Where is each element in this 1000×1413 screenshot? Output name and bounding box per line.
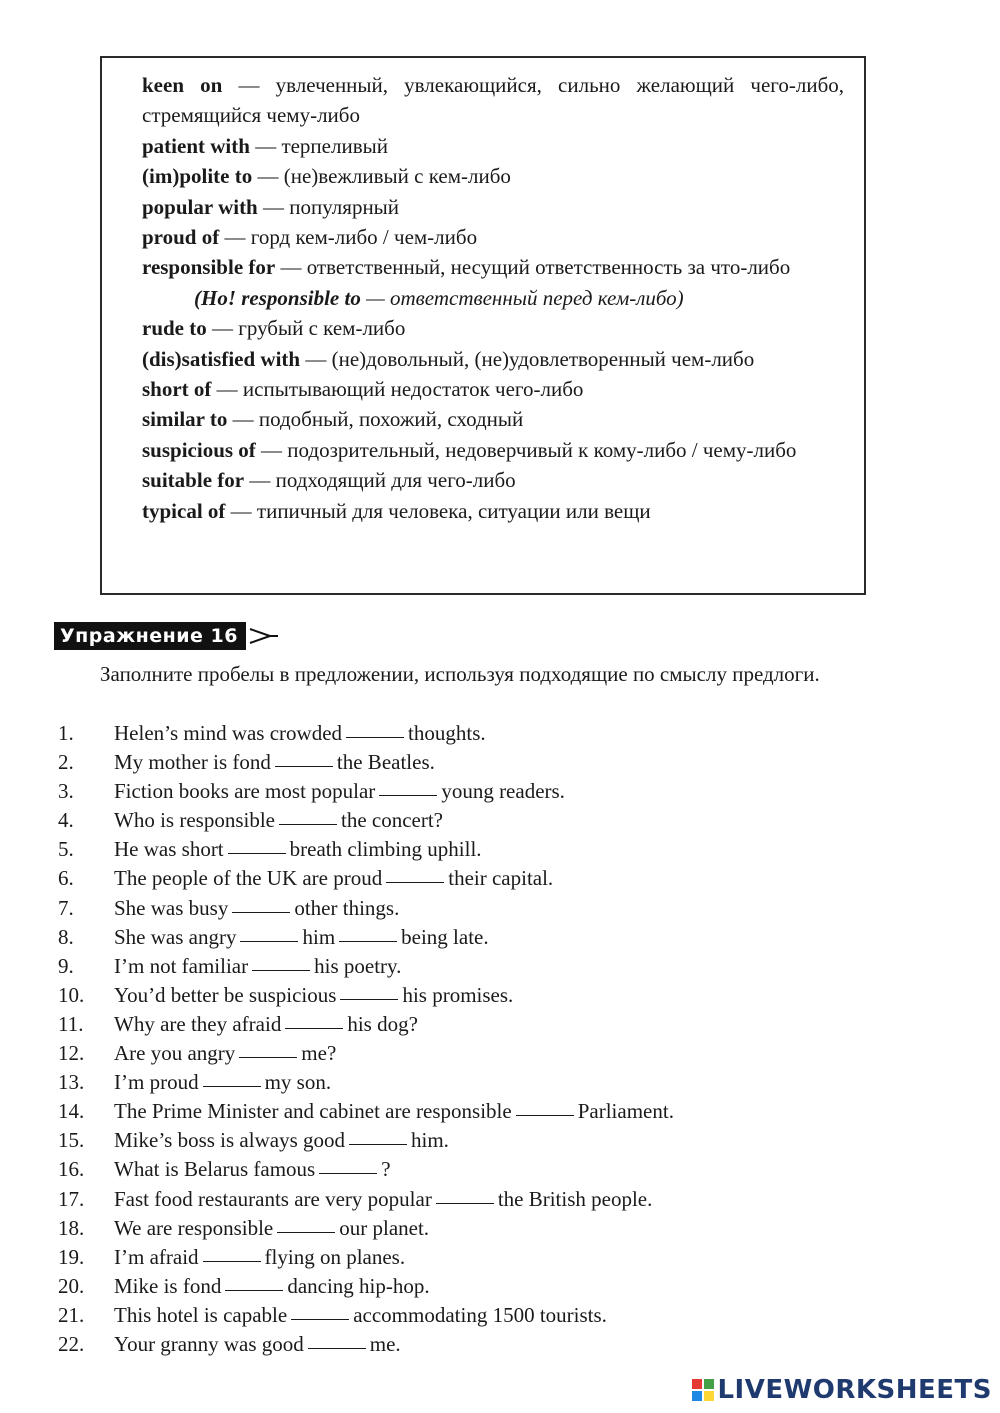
list-item: 6. The people of the UK are proud their capital. (58, 866, 554, 891)
list-item: 15. Mike’s boss is always good him. (58, 1128, 449, 1153)
answer-blank[interactable] (279, 806, 337, 825)
vocab-entry: keen on — увлеченный, увлекающийся, сильно желающий чего-либо, стремящийся чему-либо (142, 73, 844, 128)
list-item: 12. Are you angry me? (58, 1041, 337, 1066)
vocab-entry: short of — испытывающий недостаток чего-либо (142, 377, 584, 402)
answer-blank[interactable] (386, 864, 444, 883)
answer-blank[interactable] (516, 1097, 574, 1116)
list-item: 14. The Prime Minister and cabinet are responsible Parliament. (58, 1099, 674, 1124)
vocab-entry: suspicious of — подозрительный, недоверчивый к кому-либо / чему-либо (142, 437, 797, 462)
answer-blank[interactable] (239, 1039, 297, 1058)
answer-blank[interactable] (379, 777, 437, 796)
exercise-list (58, 719, 918, 1359)
vocabulary-box (100, 56, 866, 595)
answer-blank[interactable] (285, 1010, 343, 1029)
vocab-entry: (dis)satisfied with — (не)довольный, (не)удовлетворенный чем-либо (142, 346, 755, 371)
vocab-entry: patient with — терпеливый (142, 133, 388, 158)
answer-blank[interactable] (346, 719, 404, 738)
answer-blank[interactable] (225, 1272, 283, 1291)
pencil-arrow-icon (248, 625, 280, 647)
answer-blank[interactable] (436, 1185, 494, 1204)
vocab-entry: proud of — горд кем-либо / чем-либо (142, 225, 478, 250)
list-item: 1. Helen’s mind was crowded thoughts. (58, 721, 486, 745)
answer-blank[interactable] (319, 1155, 377, 1174)
answer-blank[interactable] (203, 1068, 261, 1087)
list-item: 13. I’m proud my son. (58, 1070, 332, 1095)
list-item: 5. He was short breath climbing uphill. (58, 837, 482, 862)
vocab-entry: (im)polite to — (не)вежливый с кем-либо (142, 164, 511, 189)
answer-blank[interactable] (291, 1301, 349, 1320)
vocab-note: (Но! responsible to — ответственный перед кем-либо) (194, 285, 684, 310)
vocab-entry: rude to — грубый с кем-либо (142, 316, 406, 341)
exercise-instructions: Заполните пробелы в предложении, используя подходящие по смыслу предлоги. (100, 662, 820, 686)
list-item: 17. Fast food restaurants are very popular the British people. (58, 1186, 653, 1211)
list-item: 11. Why are they afraid his dog? (58, 1011, 418, 1036)
list-item: 2. My mother is fond the Beatles. (58, 750, 435, 775)
answer-blank[interactable] (275, 748, 333, 767)
answer-blank[interactable] (308, 1330, 366, 1349)
list-item: 7. She was busy other things. (58, 895, 400, 920)
vocab-entry: typical of — типичный для человека, ситуации или вещи (142, 498, 651, 523)
list-item: 9. I’m not familiar his poetry. (58, 953, 402, 978)
list-item: 10. You’d better be suspicious his promises. (58, 982, 514, 1007)
list-item: 4. Who is responsible the concert? (58, 808, 444, 833)
exercise-header (54, 622, 280, 650)
list-item: 18. We are responsible our planet. (58, 1215, 430, 1240)
liveworksheets-brand[interactable] (691, 1375, 992, 1405)
answer-blank[interactable] (240, 923, 298, 942)
answer-blank[interactable] (232, 894, 290, 913)
exercise-title: Упражнение 16 (54, 622, 246, 650)
list-item: 22. Your granny was good me. (58, 1331, 401, 1356)
answer-blank[interactable] (228, 835, 286, 854)
list-item: 20. Mike is fond dancing hip-hop. (58, 1273, 430, 1298)
answer-blank[interactable] (252, 952, 310, 971)
list-item: 3. Fiction books are most popular young readers. (58, 779, 565, 804)
liveworksheets-logo-icon (691, 1378, 715, 1402)
vocab-entry: popular with — популярный (142, 194, 400, 219)
brand-text: LIVEWORKSHEETS (717, 1375, 992, 1405)
list-item: 8. She was angry him being late. (58, 924, 489, 949)
answer-blank[interactable] (203, 1243, 261, 1262)
list-item: 19. I’m afraid flying on planes. (58, 1244, 406, 1269)
vocab-entry: suitable for — подходящий для чего-либо (142, 468, 516, 493)
list-item: 21. This hotel is capable accommodating 1500 tourists. (58, 1302, 607, 1327)
list-item: 16. What is Belarus famous ? (58, 1157, 391, 1182)
answer-blank[interactable] (277, 1214, 335, 1233)
vocab-entry: responsible for — ответственный, несущий ответственность за что-либо (142, 255, 791, 280)
vocab-entry: similar to — подобный, похожий, сходный (142, 407, 524, 432)
answer-blank[interactable] (339, 923, 397, 942)
answer-blank[interactable] (349, 1126, 407, 1145)
answer-blank[interactable] (340, 981, 398, 1000)
